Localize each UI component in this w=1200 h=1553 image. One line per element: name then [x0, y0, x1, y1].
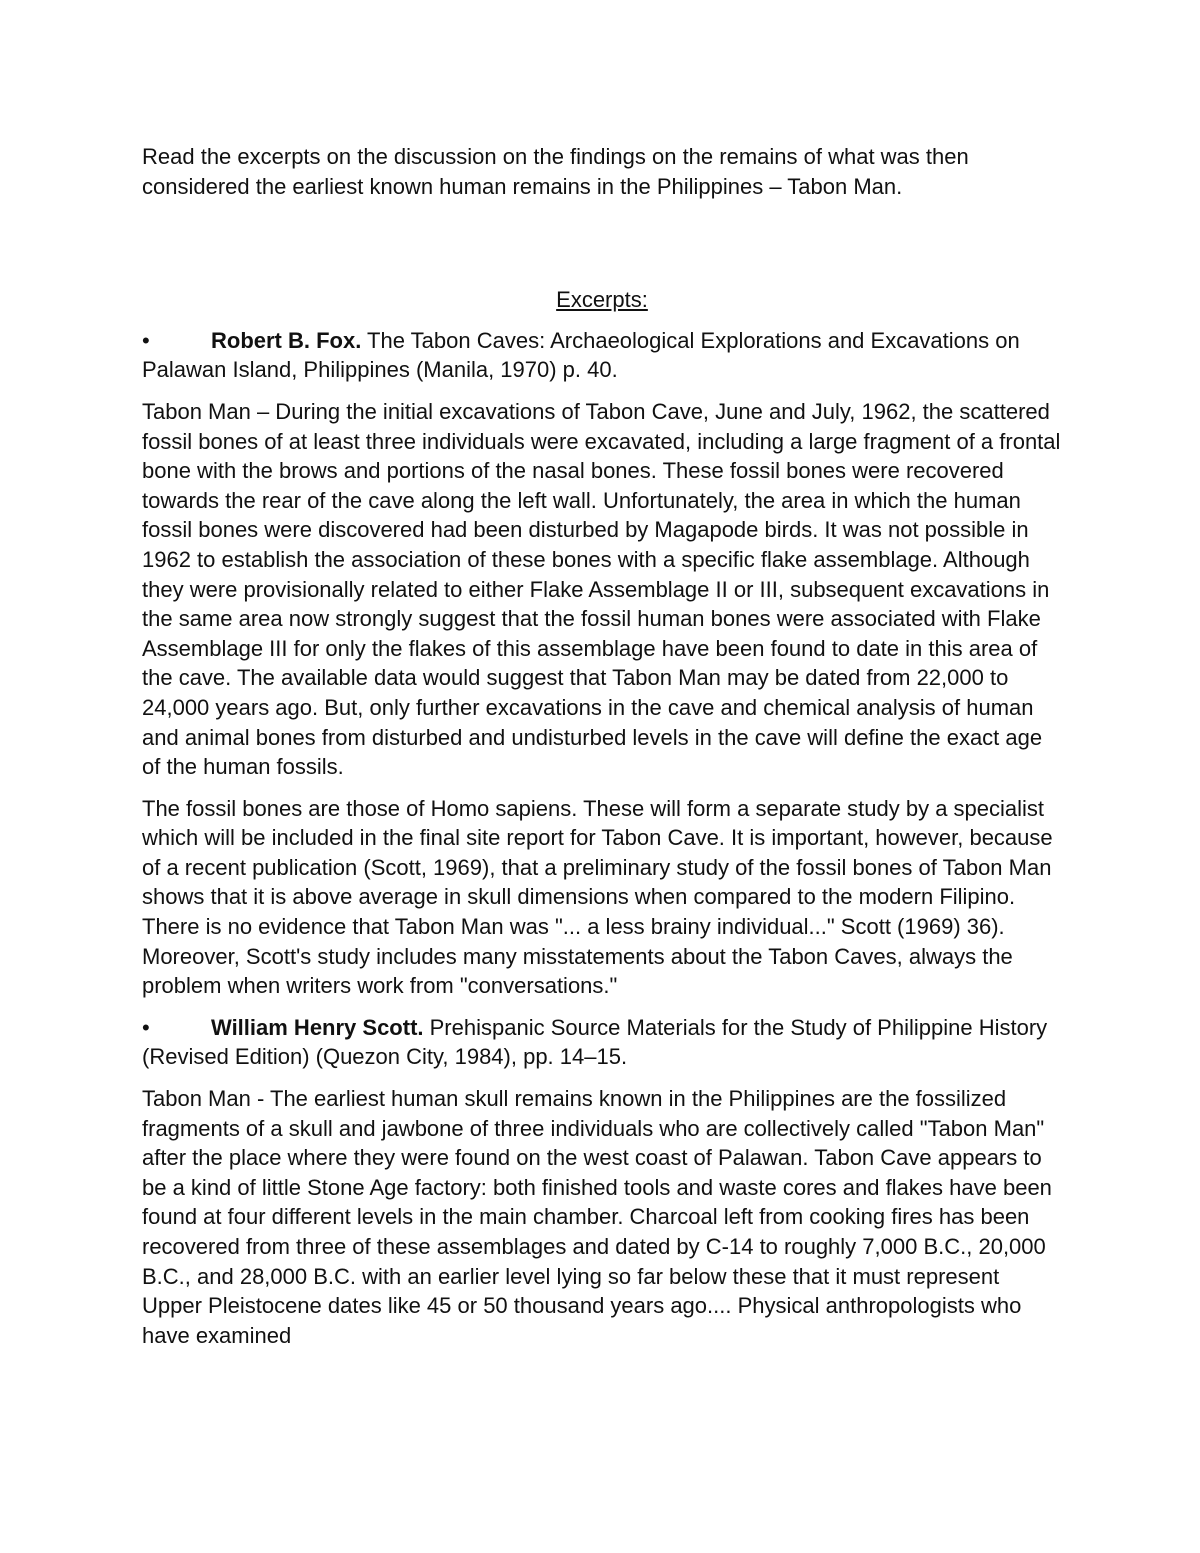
document-page [142, 142, 1062, 1362]
excerpt-paragraph: The fossil bones are those of Homo sapiens. These will form a separate study by a specialist which will be included in the final site report for Tabon Cave. It is important, however, because of a recent publication (Scott, 1969), that a preliminary study of the fossil bones of Tabon Man shows that it is above average in skull dimensions when compared to the modern Filipino. There is no evidence that Tabon Man was "... a less brainy individual..." Scott (1969) 36). Moreover, Scott's study includes many misstatements about the Tabon Caves, always the problem when writers work from "conversations." [142, 795, 1053, 999]
bullet-icon: • [142, 327, 150, 353]
excerpt-paragraph: Tabon Man - The earliest human skull remains known in the Philippines are the fossilized fragments of a skull and jawbone of three individuals who are collectively called "Tabon Man" after the place where they were found on the west coast of Palawan. Tabon Cave appears to be a kind of little Stone Age factory: both finished tools and waste cores and flakes have been found at four different levels in the main chamber. Charcoal left from cooking fires has been recovered from three of these assemblages and dated by C-14 to roughly 7,000 B.C., 20,000 B.C., and 28,000 B.C. with an earlier level lying so far below these that it must represent Upper Pleistocene dates like 45 or 50 thousand years ago.... Physical anthropologists who have examined [142, 1086, 1052, 1348]
excerpt-fox [142, 326, 1062, 1001]
citation-source: The Tabon Caves: Archaeological Explorations and Excavations on Palawan Island, Philippines (Manila, 1970) p. 40. [142, 327, 1020, 383]
bullet-icon: • [142, 1014, 150, 1040]
citation-fox [142, 326, 1062, 385]
citation-scott [142, 1013, 1062, 1072]
excerpts-heading: Excerpts: [556, 287, 648, 313]
excerpt-scott [142, 1013, 1062, 1351]
excerpt-paragraph: Tabon Man – During the initial excavations of Tabon Cave, June and July, 1962, the scattered fossil bones of at least three individuals were excavated, including a large fragment of a frontal bone with the brows and portions of the nasal bones. These fossil bones were recovered towards the rear of the cave along the left wall. Unfortunately, the area in which the human fossil bones were discovered had been disturbed by Magapode birds. It was not possible in 1962 to establish the association of these bones with a specific flake assemblage. Although they were provisionally related to either Flake Assemblage II or III, subsequent excavations in the same area now strongly suggest that the fossil human bones were associated with Flake Assemblage III for only the flakes of this assemblage have been found to date in this area of the cave. The available data would suggest that Tabon Man may be dated from 22,000 to 24,000 years ago. But, only further excavations in the cave and chemical analysis of human and animal bones from disturbed and undisturbed levels in the cave will define the exact age of the human fossils. [142, 398, 1061, 780]
citation-source: Prehispanic Source Materials for the Study of Philippine History (Revised Edition) (Quezon City, 1984), pp. 14–15. [142, 1014, 1048, 1070]
citation-author: Robert B. Fox. [211, 327, 362, 353]
intro-paragraph: Read the excerpts on the discussion on the findings on the remains of what was then considered the earliest known human remains in the Philippines – Tabon Man. [142, 144, 969, 199]
citation-author: William Henry Scott. [211, 1014, 424, 1040]
